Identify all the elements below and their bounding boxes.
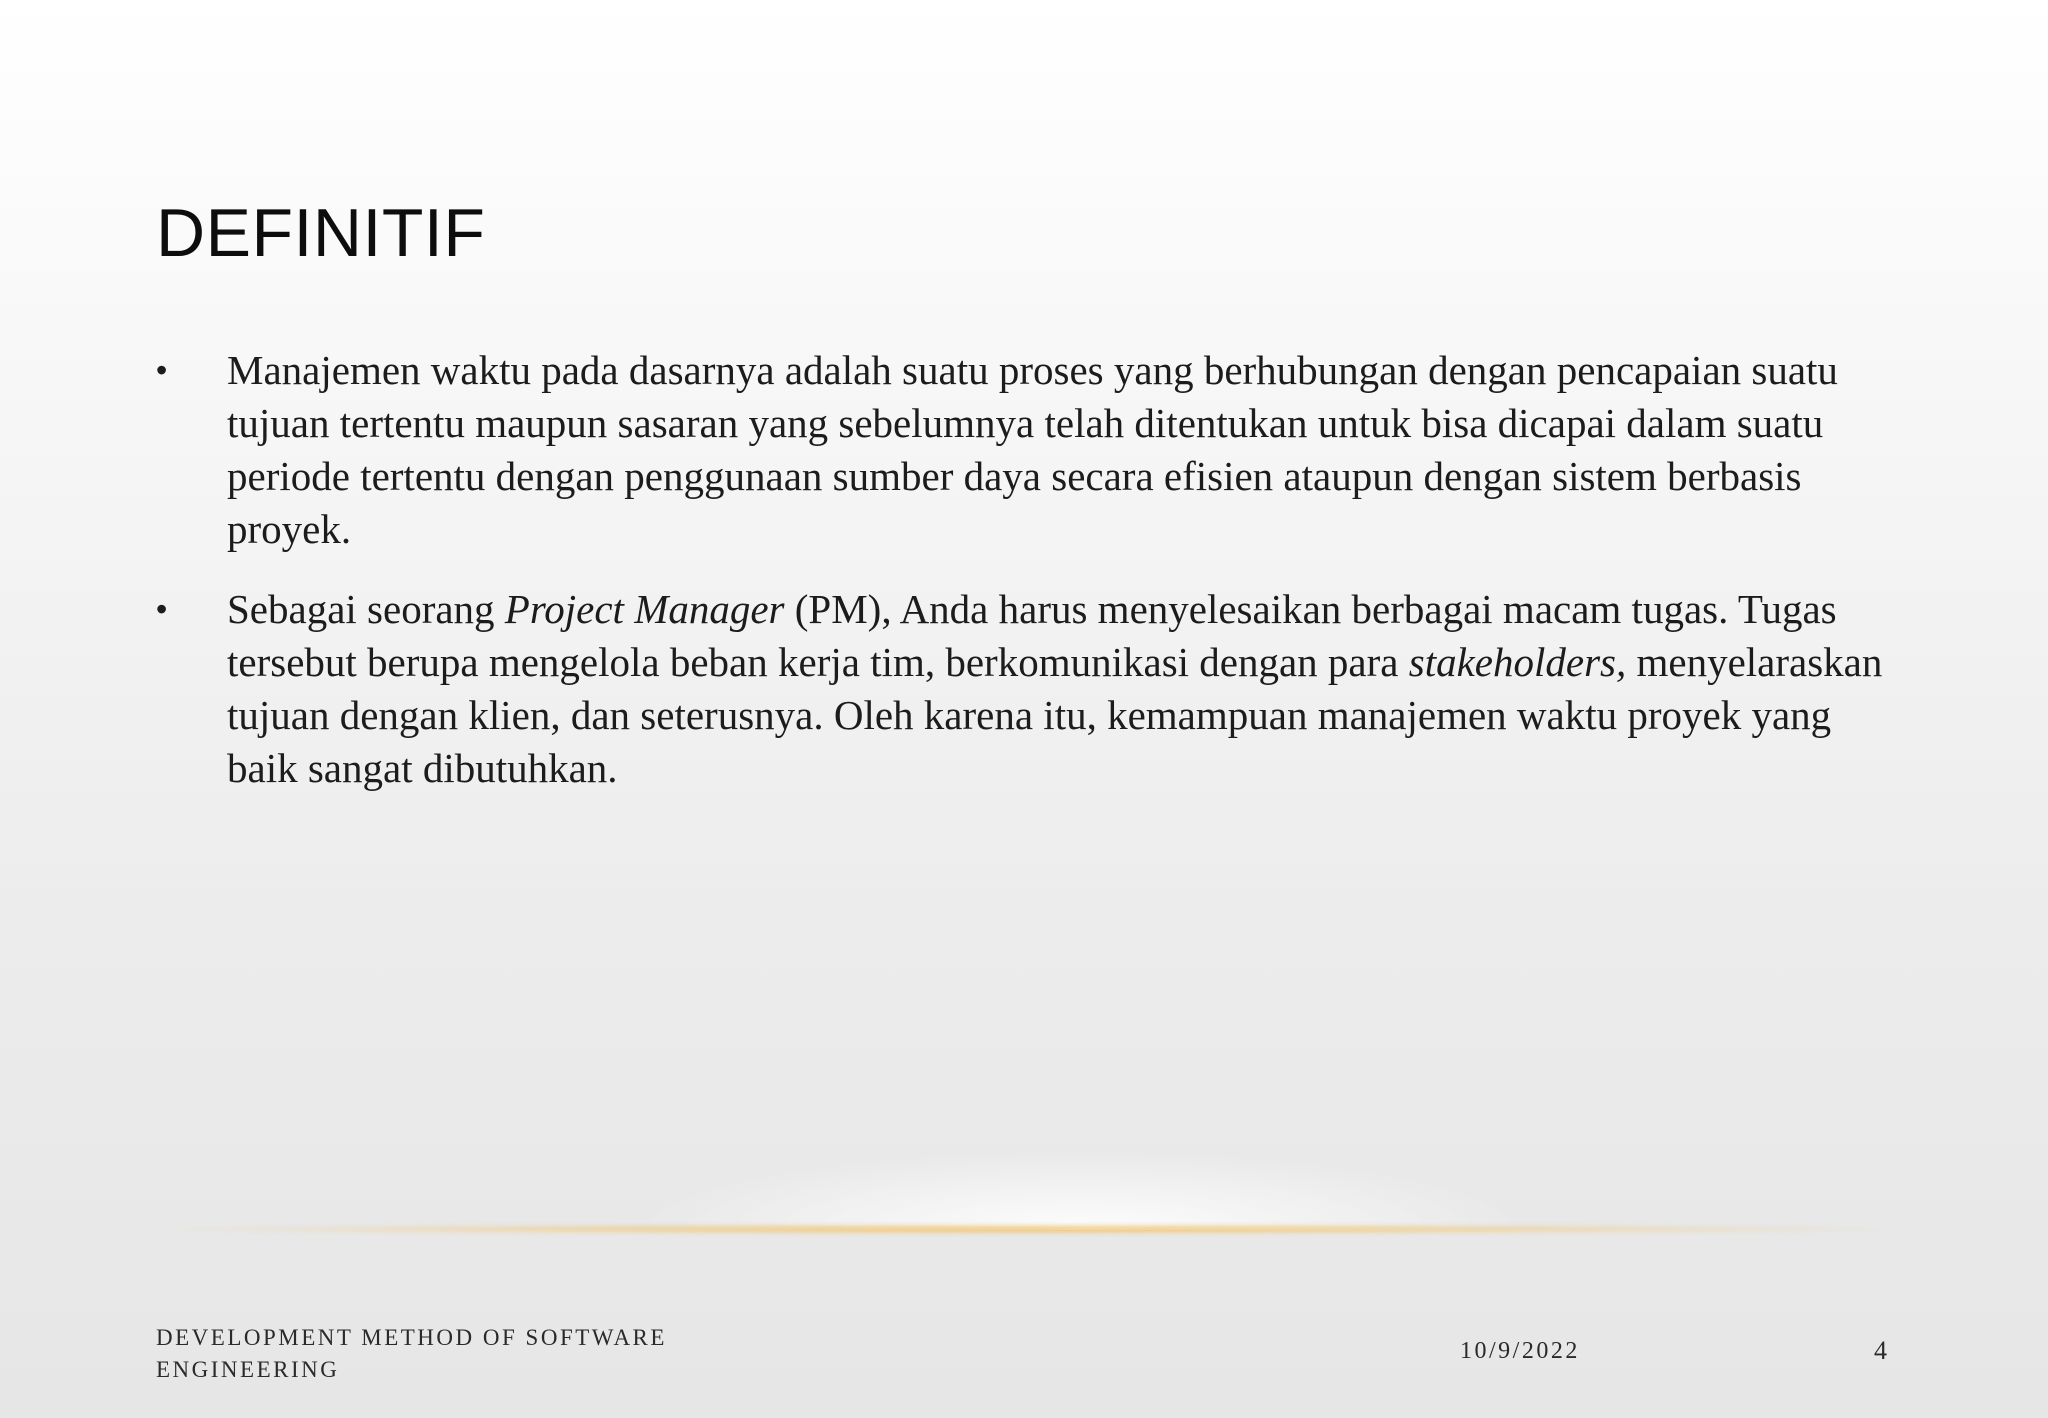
italic-term-stakeholders: stakeholders, (1408, 639, 1627, 685)
glow-gold-line (150, 1224, 1910, 1234)
footer-page-number: 4 (1874, 1336, 1887, 1365)
bullet-dot-icon: • (156, 352, 168, 388)
bullet-item (156, 344, 1896, 556)
bullet-text-segment: (PM), Anda harus menyelesaikan berbagai macam tugas. Tugas tersebut berupa mengelola beban kerja tim, berkomunikasi dengan para (227, 586, 1837, 685)
bullet-list (156, 344, 1896, 822)
bullet-dot-icon: • (156, 591, 168, 627)
italic-term-project-manager: Project Manager (504, 586, 785, 632)
bullet-text (227, 586, 1882, 791)
bullet-text-segment: menyelaraskan tujuan dengan klien, dan seterusnya. Oleh karena itu, kemampuan manajemen waktu proyek yang baik sangat dibutuhkan. (227, 639, 1883, 791)
bullet-text (227, 347, 1838, 552)
decorative-glow-line (150, 1210, 1910, 1250)
glow-shine (630, 1150, 1530, 1230)
slide-title: DEFINITIF (156, 195, 486, 271)
bullet-item (156, 583, 1896, 795)
bullet-text-segment: Manajemen waktu pada dasarnya adalah suatu proses yang berhubungan dengan pencapaian suatu tujuan tertentu maupun sasaran yang sebelumnya telah ditentukan untuk bisa dicapai dalam suatu periode tertentu dengan penggunaan sumber daya secara efisien ataupun dengan sistem berbasis proyek. (227, 347, 1838, 552)
footer-date: 10/9/2022 (1460, 1338, 1580, 1364)
footer-course-title: DEVELOPMENT METHOD OF SOFTWARE ENGINEERING (156, 1325, 667, 1382)
bullet-text-segment: Sebagai seorang (227, 586, 505, 632)
